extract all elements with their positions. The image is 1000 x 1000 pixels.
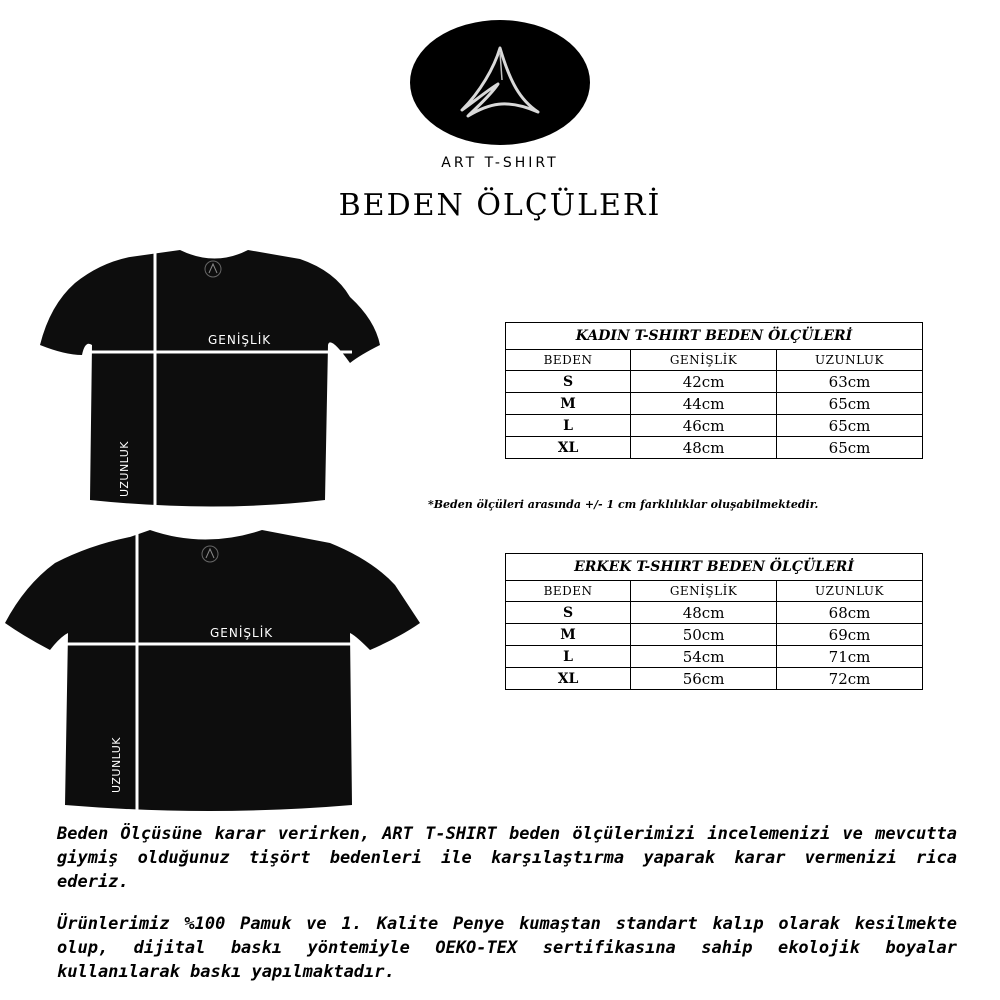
length-cell: 65cm	[777, 437, 923, 459]
length-label: UZUNLUK	[110, 736, 123, 793]
width-cell: 48cm	[631, 602, 777, 624]
column-header: UZUNLUK	[777, 350, 923, 371]
length-cell: 68cm	[777, 602, 923, 624]
women-shirt-image	[30, 245, 400, 515]
column-header: BEDEN	[506, 350, 631, 371]
material-paragraph: Ürünlerimiz %100 Pamuk ve 1. Kalite Penye kumaştan standart kalıp olarak kesilmekte olup, dijital baskı yöntemiyle OEKO-TEX sertifikasına sahip ekolojik boyalar kullanılarak baskı yapılmaktadır.	[57, 914, 957, 982]
tolerance-note: *Beden ölçüleri arasında +/- 1 cm farklılıklar oluşabilmektedir.	[428, 498, 819, 511]
width-cell: 54cm	[631, 646, 777, 668]
page-title: BEDEN ÖLÇÜLERİ	[338, 188, 662, 223]
table-row	[506, 624, 923, 646]
brand-name: ART T-SHIRT	[441, 155, 559, 171]
column-header: GENİŞLİK	[631, 350, 777, 371]
women-size-table	[505, 322, 923, 459]
table-row	[506, 602, 923, 624]
size-cell: XL	[506, 668, 631, 690]
width-cell: 56cm	[631, 668, 777, 690]
length-cell: 72cm	[777, 668, 923, 690]
length-cell: 65cm	[777, 393, 923, 415]
column-header: UZUNLUK	[777, 581, 923, 602]
column-header: BEDEN	[506, 581, 631, 602]
size-cell: XL	[506, 437, 631, 459]
men-size-table	[505, 553, 923, 690]
table-row	[506, 393, 923, 415]
table-row	[506, 668, 923, 690]
table-row	[506, 415, 923, 437]
width-label: GENİŞLİK	[210, 626, 274, 640]
table-title: KADIN T-SHIRT BEDEN ÖLÇÜLERİ	[506, 323, 923, 350]
column-header: GENİŞLİK	[631, 581, 777, 602]
length-label: UZUNLUK	[118, 440, 131, 497]
width-cell: 48cm	[631, 437, 777, 459]
size-cell: L	[506, 646, 631, 668]
table-title: ERKEK T-SHIRT BEDEN ÖLÇÜLERİ	[506, 554, 923, 581]
size-cell: L	[506, 415, 631, 437]
length-cell: 65cm	[777, 415, 923, 437]
length-cell: 69cm	[777, 624, 923, 646]
size-cell: M	[506, 624, 631, 646]
table-row	[506, 437, 923, 459]
men-shirt-image	[0, 525, 425, 815]
width-cell: 44cm	[631, 393, 777, 415]
width-cell: 42cm	[631, 371, 777, 393]
advice-paragraph: Beden Ölçüsüne karar verirken, ART T-SHIRT beden ölçülerimizi incelemenizi ve mevcutta giymiş olduğunuz tişört bedenleri ile karşılaştırma yaparak karar vermenizi rica ederiz.	[57, 824, 957, 892]
width-label: GENİŞLİK	[208, 333, 272, 347]
size-cell: S	[506, 602, 631, 624]
size-cell: M	[506, 393, 631, 415]
width-cell: 46cm	[631, 415, 777, 437]
width-cell: 50cm	[631, 624, 777, 646]
size-cell: S	[506, 371, 631, 393]
table-row	[506, 646, 923, 668]
length-cell: 71cm	[777, 646, 923, 668]
table-row	[506, 371, 923, 393]
length-cell: 63cm	[777, 371, 923, 393]
logo-mark-icon	[410, 20, 590, 145]
logo	[410, 20, 590, 145]
